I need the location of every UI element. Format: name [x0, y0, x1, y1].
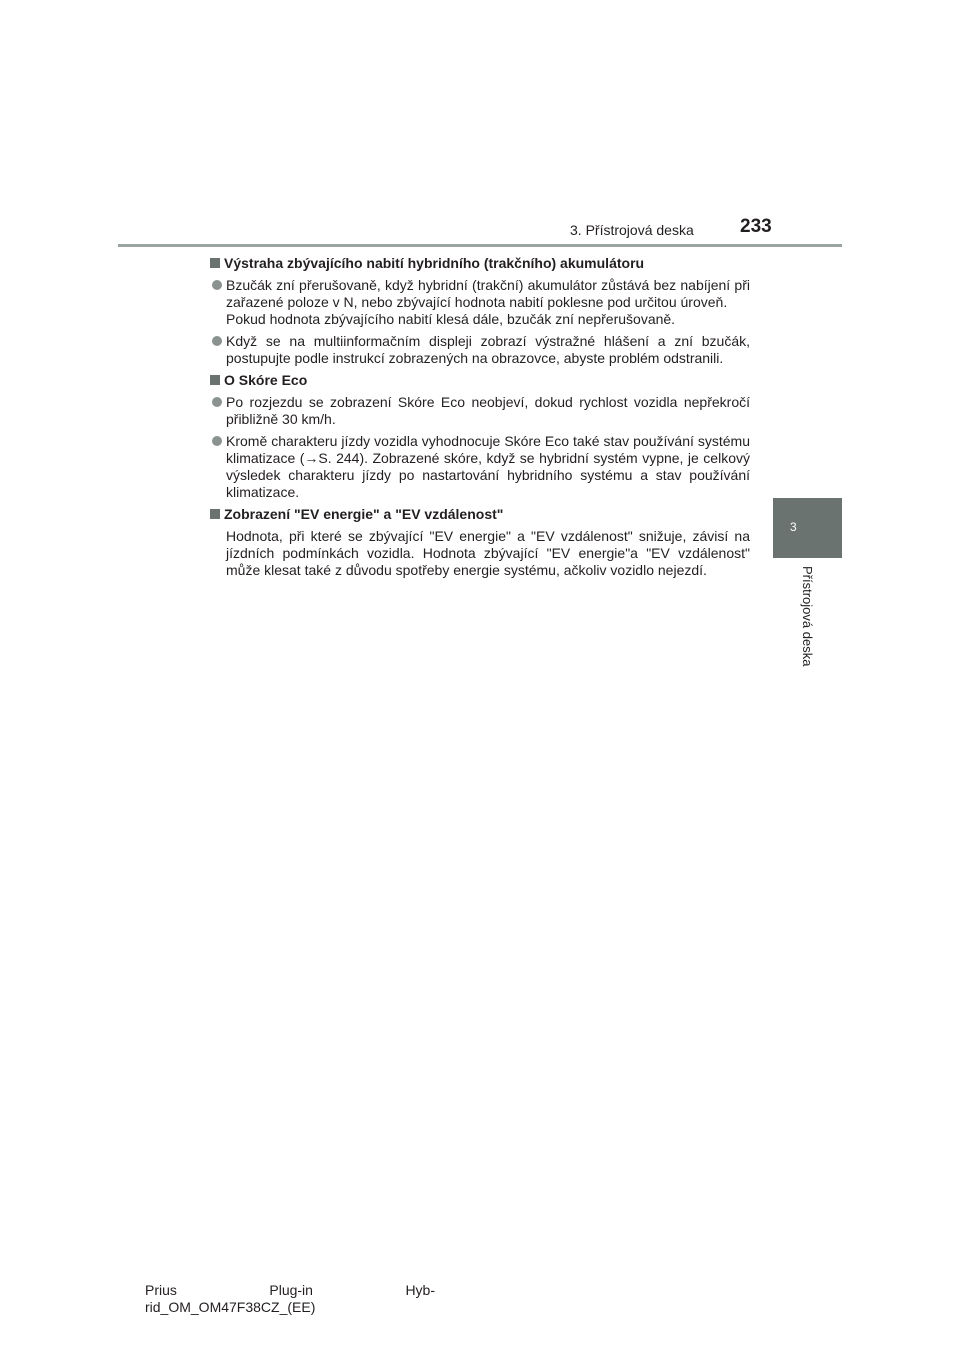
bullet-note: Pokud hodnota zbývajícího nabití klesá dále, bzučák zní nepřerušovaně. [226, 311, 676, 327]
section-heading: Zobrazení "EV energie" a "EV vzdálenost" [210, 506, 750, 523]
bullet-item: Po rozjezdu se zobrazení Skóre Eco neobjeví, dokud rychlost vozidla nepřekročí přibližně 30 km/h. [210, 394, 750, 428]
footer-model-word: Hyb- [405, 1282, 435, 1298]
chapter-tab-number: 3 [790, 520, 797, 534]
chapter-tab-label: Přístrojová deska [800, 566, 815, 667]
header-divider [118, 244, 842, 247]
bullet-text: Bzučák zní přerušovaně, když hybridní (trakční) akumulátor zůstává bez nabíjení při zařazené poloze v N, nebo zbývající hodnota nabití poklesne pod určitou úroveň. [226, 277, 750, 310]
bullet-item [210, 277, 750, 328]
section-paragraph: Hodnota, při které se zbývající "EV energie" a "EV vzdálenost" snižuje, závisí na jízdních podmínkách vozidla. Hodnota zbývající "EV energie"a "EV vzdálenost" může klesat také z důvodu spotřeby energie systému, ačkoliv vozidlo nejezdí. [226, 528, 750, 578]
section-heading: O Skóre Eco [210, 372, 750, 389]
footer-model-word: Plug-in [269, 1282, 313, 1298]
page-number: 233 [740, 216, 772, 237]
document-footer [145, 1282, 435, 1316]
page-content [210, 255, 750, 584]
bullet-item: Když se na multiinformačním displeji zobrazí výstražné hlášení a zní bzučák, postupujte podle instrukcí zobrazených na obrazovce, abyste problém odstranili. [210, 333, 750, 367]
chapter-tab [773, 498, 842, 558]
section-title: 3. Přístrojová deska [570, 222, 694, 238]
footer-document-code: rid_OM_OM47F38CZ_(EE) [145, 1299, 316, 1315]
section-heading: Výstraha zbývajícího nabití hybridního (trakčního) akumulátoru [210, 255, 750, 272]
bullet-item: Kromě charakteru jízdy vozidla vyhodnocuje Skóre Eco také stav používání systému klimatizace (→S. 244). Zobrazené skóre, když se hybridní systém vypne, je celkový výsledek charakteru jízdy po nastartování hybridního systému a stav používání klimatizace. [210, 433, 750, 501]
footer-model-word: Prius [145, 1282, 177, 1298]
